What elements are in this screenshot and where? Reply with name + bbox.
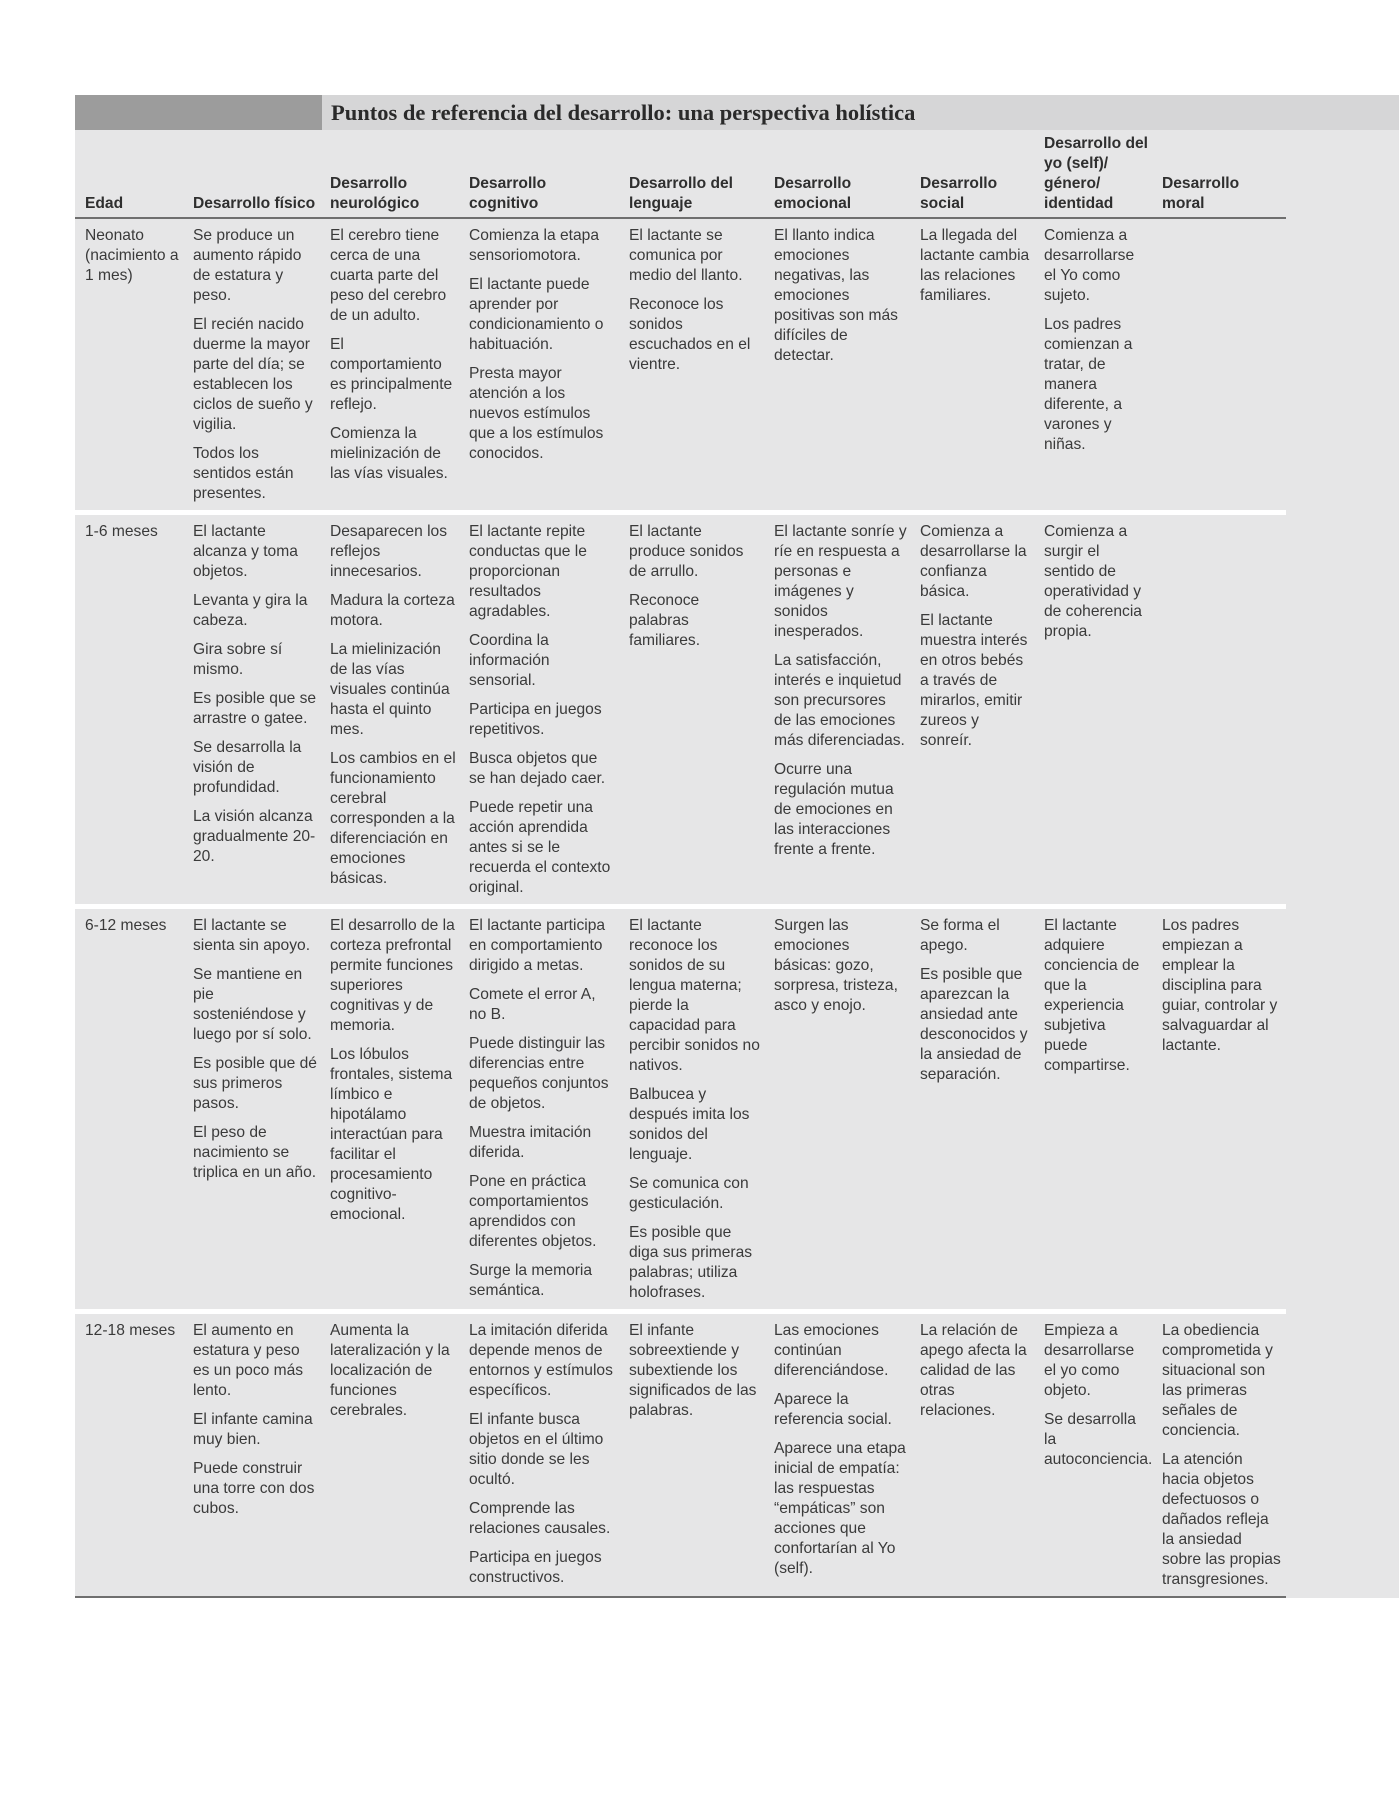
col-header-moral: Desarrollo moral	[1153, 130, 1286, 218]
cell-moral	[1153, 515, 1286, 904]
cell-social	[911, 515, 1035, 904]
milestone-item: Balbucea y después imita los sonidos del lenguaje.	[629, 1086, 750, 1163]
development-table-sheet	[75, 95, 1399, 1598]
milestone-item: El lactante adquiere conciencia de que la experiencia subjetiva puede compartirse.	[1044, 917, 1140, 1074]
table-row	[75, 1314, 1286, 1597]
age-cell: 1-6 meses	[85, 523, 158, 540]
milestone-item: El lactante sonríe y ríe en respuesta a personas e imágenes y sonidos inesperados.	[774, 523, 907, 640]
cell-neurologico	[321, 1314, 460, 1597]
cell-emocional	[765, 218, 911, 510]
milestone-item: Puede repetir una acción aprendida antes si se le recuerda el contexto original.	[469, 799, 611, 896]
milestone-item: La atención hacia objetos defectuosos o dañados refleja la ansiedad sobre las propias transgresiones.	[1162, 1451, 1281, 1588]
header-row	[75, 130, 1286, 218]
col-header-emocional: Desarrollo emocional	[765, 130, 911, 218]
age-cell: 12-18 meses	[75, 1314, 184, 1597]
milestone-item: Comete el error A, no B.	[469, 986, 596, 1023]
cell-cognitivo	[460, 1314, 620, 1597]
milestone-item: Aparece una etapa inicial de empatía: las respuestas “empáticas” son acciones que confortarían al Yo (self).	[774, 1440, 906, 1577]
milestone-item: El lactante repite conductas que le proporcionan resultados agradables.	[469, 523, 587, 620]
milestone-item: Es posible que aparezcan la ansiedad ante desconocidos y la ansiedad de separación.	[920, 966, 1028, 1083]
col-header-social: Desarrollo social	[911, 130, 1035, 218]
table-row	[75, 515, 1286, 904]
cell-lenguaje	[620, 909, 765, 1309]
milestone-item: El infante busca objetos en el último sitio donde se les ocultó.	[469, 1411, 604, 1488]
milestone-item: Se desarrolla la visión de profundidad.	[193, 739, 302, 796]
milestone-item: Puede distinguir las diferencias entre pequeños conjuntos de objetos.	[469, 1035, 609, 1112]
milestone-item: El lactante participa en comportamiento dirigido a metas.	[469, 917, 606, 974]
milestone-item: El lactante se sienta sin apoyo.	[193, 917, 311, 954]
milestone-item: Comienza a desarrollarse el Yo como sujeto.	[1044, 227, 1135, 304]
cell-cognitivo	[460, 218, 620, 510]
cell-cognitivo	[460, 515, 620, 904]
milestone-item: El lactante muestra interés en otros bebés a través de mirarlos, emitir zureos y sonreír.	[920, 612, 1028, 749]
milestone-item: Participa en juegos repetitivos.	[469, 701, 602, 738]
cell-fisico	[184, 1314, 321, 1597]
cell-social	[911, 1314, 1035, 1597]
cell-moral	[1153, 1314, 1286, 1597]
milestone-item: Levanta y gira la cabeza.	[193, 592, 308, 629]
milestone-item: Pone en práctica comportamientos aprendidos con diferentes objetos.	[469, 1173, 597, 1250]
milestone-item: El desarrollo de la corteza prefrontal permite funciones superiores cognitivas y de memoria.	[330, 917, 455, 1034]
milestone-item: La relación de apego afecta la calidad de las otras relaciones.	[920, 1322, 1027, 1419]
milestone-item: Ocurre una regulación mutua de emociones en las interacciones frente a frente.	[774, 761, 894, 858]
col-header-yo-genero-identidad: Desarrollo del yo (self)/ género/ identidad	[1035, 130, 1153, 218]
cell-yo-genero-identidad	[1035, 1314, 1153, 1597]
milestone-item: La mielinización de las vías visuales continúa hasta el quinto mes.	[330, 641, 450, 738]
cell-emocional	[765, 1314, 911, 1597]
cell-neurologico	[321, 218, 460, 510]
milestone-item: El lactante puede aprender por condicionamiento o habituación.	[469, 276, 604, 353]
milestone-item: Muestra imitación diferida.	[469, 1124, 592, 1161]
milestone-item: Busca objetos que se han dejado caer.	[469, 750, 606, 787]
milestone-item: El lactante se comunica por medio del llanto.	[629, 227, 743, 284]
milestone-item: Se comunica con gesticulación.	[629, 1175, 749, 1212]
col-header-edad: Edad	[75, 130, 184, 218]
cell-yo-genero-identidad	[1035, 515, 1153, 904]
cell-moral	[1153, 218, 1286, 510]
milestone-item: El peso de nacimiento se triplica en un año.	[193, 1124, 317, 1181]
cell-yo-genero-identidad	[1035, 218, 1153, 510]
milestone-item: Es posible que diga sus primeras palabras; utiliza holofrases.	[629, 1224, 753, 1301]
milestone-item: Aparece la referencia social.	[774, 1391, 892, 1428]
milestone-item: Se produce un aumento rápido de estatura y peso.	[193, 227, 302, 304]
table-body	[75, 218, 1286, 1597]
cell-fisico	[184, 909, 321, 1309]
cell-lenguaje	[620, 515, 765, 904]
table-row	[75, 909, 1286, 1309]
cell-cognitivo	[460, 909, 620, 1309]
milestone-item: El cerebro tiene cerca de una cuarta parte del peso del cerebro de un adulto.	[330, 227, 447, 324]
age-cell: Neonato (nacimiento a 1 mes)	[85, 227, 179, 284]
milestone-item: Se mantiene en pie sosteniéndose y luego por sí solo.	[193, 966, 312, 1043]
milestone-item: Es posible que se arrastre o gatee.	[193, 690, 317, 727]
milestone-item: Se desarrolla la autoconciencia.	[1044, 1411, 1153, 1468]
milestone-item: Comienza a desarrollarse la confianza básica.	[920, 523, 1027, 600]
col-header-cognitivo: Desarrollo cognitivo	[460, 130, 620, 218]
cell-social	[911, 909, 1035, 1309]
cell-fisico	[184, 515, 321, 904]
milestone-item: Reconoce palabras familiares.	[629, 592, 701, 649]
milestone-item: Empieza a desarrollarse el yo como objeto.	[1044, 1322, 1135, 1399]
milestone-item: El recién nacido duerme la mayor parte del día; se establecen los ciclos de sueño y vigilia.	[193, 316, 313, 433]
milestone-item: El infante sobreextiende y subextiende los significados de las palabras.	[629, 1322, 757, 1419]
table-title: Puntos de referencia del desarrollo: una perspectiva holística	[322, 95, 1399, 130]
milestone-item: Madura la corteza motora.	[330, 592, 455, 629]
milestone-item: Surge la memoria semántica.	[469, 1262, 593, 1299]
cell-yo-genero-identidad	[1035, 909, 1153, 1309]
milestone-item: Aumenta la lateralización y la localización de funciones cerebrales.	[330, 1322, 450, 1419]
milestone-item: Desaparecen los reflejos innecesarios.	[330, 523, 448, 580]
milestone-item: Los lóbulos frontales, sistema límbico e hipotálamo interactúan para facilitar el procesamiento cognitivo-emocional.	[330, 1046, 453, 1223]
milestone-item: El lactante reconoce los sonidos de su lengua materna; pierde la capacidad para percibir sonidos no nativos.	[629, 917, 760, 1074]
cell-social	[911, 218, 1035, 510]
cell-moral	[1153, 909, 1286, 1309]
col-header-lenguaje: Desarrollo del lenguaje	[620, 130, 765, 218]
milestone-item: Puede construir una torre con dos cubos.	[193, 1460, 315, 1517]
cell-emocional	[765, 515, 911, 904]
milestone-item: Los cambios en el funcionamiento cerebral corresponden a la diferenciación en emociones básicas.	[330, 750, 456, 887]
milestone-item: Comprende las relaciones causales.	[469, 1500, 611, 1537]
milestone-item: Los padres empiezan a emplear la disciplina para guiar, controlar y salvaguardar al lactante.	[1162, 917, 1278, 1054]
milestone-item: Presta mayor atención a los nuevos estímulos que a los estímulos conocidos.	[469, 365, 604, 462]
milestone-item: Comienza la mielinización de las vías visuales.	[330, 425, 448, 482]
cell-emocional	[765, 909, 911, 1309]
milestone-item: Comienza a surgir el sentido de operatividad y de coherencia propia.	[1044, 523, 1142, 640]
milestone-item: Los padres comienzan a tratar, de manera diferente, a varones y niñas.	[1044, 316, 1133, 453]
milestone-item: El aumento en estatura y peso es un poco más lento.	[193, 1322, 304, 1399]
milestone-item: El infante camina muy bien.	[193, 1411, 313, 1448]
cell-neurologico	[321, 515, 460, 904]
milestone-item: El llanto indica emociones negativas, las emociones positivas son más difíciles de detectar.	[774, 227, 898, 364]
col-header-fisico: Desarrollo físico	[184, 130, 321, 218]
cell-lenguaje	[620, 218, 765, 510]
milestone-item: Comienza la etapa sensoriomotora.	[469, 227, 600, 264]
col-header-neurologico: Desarrollo neurológico	[321, 130, 460, 218]
title-bar-accent	[75, 95, 322, 130]
cell-lenguaje	[620, 1314, 765, 1597]
milestone-item: Surgen las emociones básicas: gozo, sorpresa, tristeza, asco y enojo.	[774, 917, 898, 1014]
milestone-item: La imitación diferida depende menos de entornos y estímulos específicos.	[469, 1322, 613, 1399]
milestone-item: Reconoce los sonidos escuchados en el vientre.	[629, 296, 751, 373]
milestone-item: Es posible que dé sus primeros pasos.	[193, 1055, 317, 1112]
milestone-item: Participa en juegos constructivos.	[469, 1549, 602, 1586]
milestone-item: Todos los sentidos están presentes.	[193, 445, 294, 502]
milestone-item: Se forma el apego.	[920, 917, 1000, 954]
milestone-item: Gira sobre sí mismo.	[193, 641, 283, 678]
milestone-item: Coordina la información sensorial.	[469, 632, 550, 689]
milestone-item: Las emociones continúan diferenciándose.	[774, 1322, 889, 1379]
table-row	[75, 218, 1286, 510]
milestone-item: El lactante alcanza y toma objetos.	[193, 523, 298, 580]
cell-fisico	[184, 218, 321, 510]
milestone-item: La satisfacción, interés e inquietud son precursores de las emociones más diferenciadas.	[774, 652, 905, 749]
milestones-table	[75, 130, 1286, 1598]
milestone-item: La llegada del lactante cambia las relaciones familiares.	[920, 227, 1030, 304]
milestone-item: El lactante produce sonidos de arrullo.	[629, 523, 744, 580]
cell-neurologico	[321, 909, 460, 1309]
age-cell: 6-12 meses	[85, 917, 167, 934]
milestone-item: La visión alcanza gradualmente 20-20.	[193, 808, 316, 865]
milestone-item: La obediencia comprometida y situacional son las primeras señales de conciencia.	[1162, 1322, 1273, 1439]
milestone-item: El comportamiento es principalmente reflejo.	[330, 336, 453, 413]
title-bar	[75, 95, 1399, 130]
